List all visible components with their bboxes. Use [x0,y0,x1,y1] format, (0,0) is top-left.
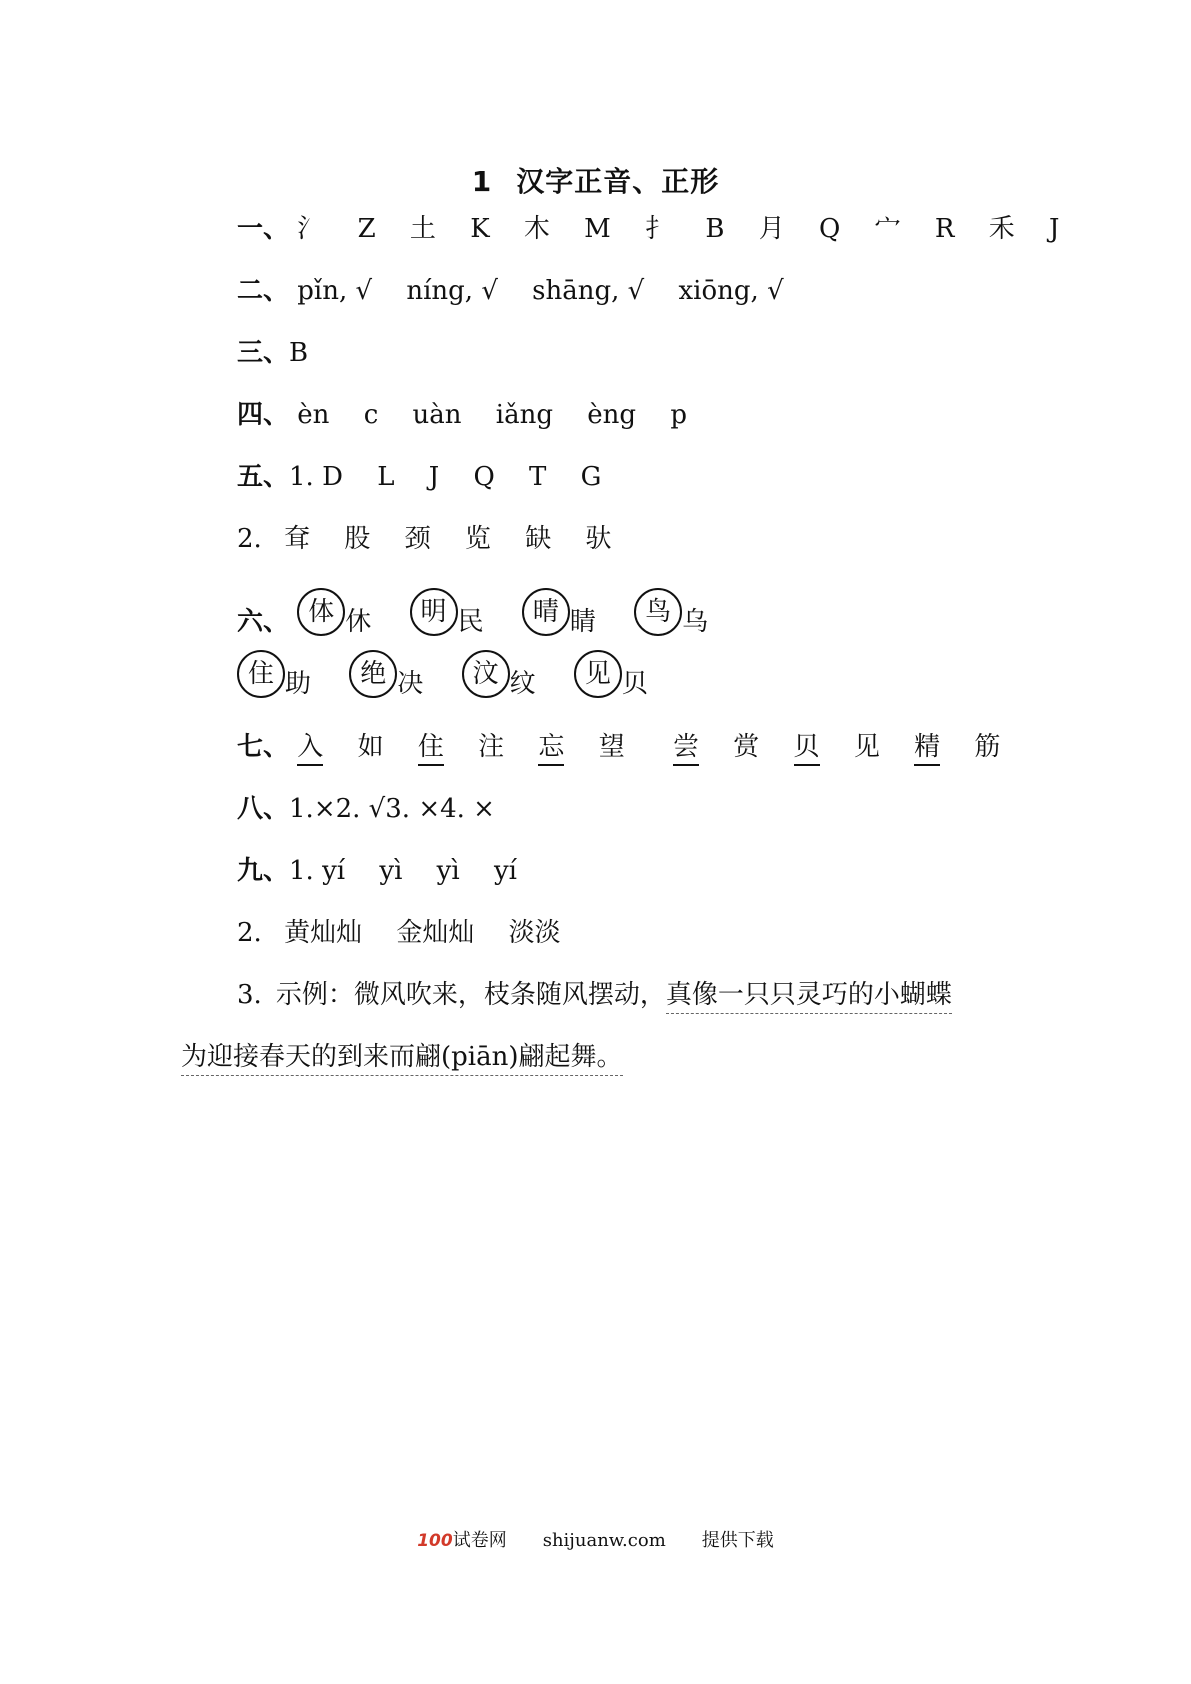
q3-label: 三、 [237,338,290,368]
answer-q4 [237,394,687,431]
q5-p2-item: 缺 [525,524,552,554]
answer-q9-part3-line1 [237,974,952,1011]
q1-item: B [705,214,725,244]
q9-p2-item: 黄灿灿 [284,918,363,948]
q4-item: èn [297,400,330,430]
q4-item: iǎng [495,400,553,430]
q1-item: 月 [758,214,785,244]
page-title [0,160,1191,200]
q5-p1-item: J [428,462,440,492]
q7-item: 赏 [733,732,760,762]
q6-pair [349,650,423,700]
q9-p1-item: yí [322,856,346,886]
q9-label: 九、 [237,856,290,886]
q1-item: 木 [523,214,550,244]
q9-p3-prefix: 3. [237,980,262,1010]
q9-p1-item: yí [493,856,517,886]
q6-pair [297,588,371,638]
answer-q3 [237,332,308,369]
q7-item: 见 [853,732,880,762]
q7-item-underlined: 住 [418,732,444,766]
circled-char: 绝 [349,650,397,698]
plain-char: 贝 [621,669,648,699]
q8-label: 八、 [237,794,290,824]
q6-pair [237,650,311,700]
q1-item: 禾 [988,214,1015,244]
answer-q7 [237,726,1000,763]
plain-char: 决 [397,669,424,699]
answer-q9-part2 [237,912,561,949]
q9-p1-item: yì [379,856,403,886]
q4-item: uàn [412,400,462,430]
q1-item: 扌 [645,214,672,244]
answer-q8 [237,788,495,825]
answer-q6-row2 [237,650,678,700]
answer-q1 [237,208,1059,245]
q6-pair [462,650,536,700]
page-footer [0,1526,1191,1552]
q4-item: p [670,400,687,430]
q5-label: 五、 [237,462,290,492]
q6-pair [634,588,708,638]
plain-char: 助 [285,669,312,699]
q7-item: 注 [478,732,505,762]
q4-item: c [363,400,379,430]
q5-p1-prefix: 1. [289,462,314,492]
q5-p2-item: 览 [464,524,491,554]
q9-p3-wavy-text: 真像一只只灵巧的小蝴蝶 [666,980,952,1014]
q4-label: 四、 [237,400,290,430]
answer-q5-part2 [237,518,612,555]
plain-char: 乌 [682,607,709,637]
q1-item: R [934,214,955,244]
q7-item-underlined: 精 [914,732,940,766]
plain-char: 民 [457,607,484,637]
q7-item-underlined: 忘 [538,732,564,766]
q5-p2-item: 驮 [585,524,612,554]
title-text: 汉字正音、正形 [516,165,720,198]
q1-item: 土 [409,214,436,244]
q7-item: 如 [357,732,384,762]
plain-char: 睛 [569,607,596,637]
q2-item: shāng, √ [532,276,645,306]
q6-pair [522,588,596,638]
q3-answer: B [289,338,309,368]
q5-p1-item: T [529,462,547,492]
circled-char: 住 [237,650,285,698]
q1-item: Z [357,214,376,244]
q2-label: 二、 [237,276,290,306]
q9-p3-wavy-text: 为迎接春天的到来而翩(piān)翩起舞。 [181,1042,623,1076]
site-name: 试卷网 [452,1530,507,1551]
q1-item: Q [819,214,841,244]
q9-p1-prefix: 1. [289,856,314,886]
title-number: 1 [471,165,493,198]
q9-p2-item: 金灿灿 [396,918,475,948]
answer-q9-part1 [237,850,517,887]
site-domain: shijuanw.com [542,1530,666,1551]
q1-item: 宀 [874,214,901,244]
plain-char: 纹 [509,669,536,699]
footer-note: 提供下载 [701,1530,774,1551]
q5-p2-item: 耷 [284,524,311,554]
circled-char: 鸟 [634,588,682,636]
q9-p2-item: 淡淡 [508,918,561,948]
q5-p1-item: Q [473,462,495,492]
q4-item: èng [587,400,637,430]
plain-char: 休 [345,607,372,637]
q7-item-underlined: 入 [297,732,323,766]
site-logo: 100 [417,1531,453,1551]
circled-char: 晴 [522,588,570,636]
q5-p2-item: 颈 [404,524,431,554]
answer-q2 [237,270,784,307]
q1-item: M [584,214,611,244]
q7-item-underlined: 尝 [673,732,699,766]
q8-text: 1.×2. √3. ×4. × [289,794,495,824]
q2-item: xiōng, √ [678,276,784,306]
answer-q9-part3-line2 [181,1036,623,1073]
q7-item: 望 [598,732,625,762]
q7-item: 筋 [974,732,1001,762]
q6-label: 六、 [237,607,290,637]
q7-item-underlined: 贝 [794,732,820,766]
q5-p1-item: G [580,462,602,492]
q1-item: 氵 [297,214,324,244]
answer-q6-row1 [237,588,738,638]
q6-pair [574,650,648,700]
q1-item: J [1049,214,1060,244]
q1-label: 一、 [237,214,290,244]
q5-p2-item: 股 [344,524,371,554]
q5-p1-item: D [322,462,343,492]
circled-char: 汶 [462,650,510,698]
q6-pair [410,588,484,638]
q9-p1-item: yì [436,856,460,886]
q2-item: pǐn, √ [297,276,373,306]
q5-p2-prefix: 2. [237,524,262,554]
circled-char: 体 [297,588,345,636]
answer-q5-part1 [237,456,601,493]
q5-p1-item: L [377,462,395,492]
q1-item: K [470,214,490,244]
circled-char: 明 [410,588,458,636]
q9-p2-prefix: 2. [237,918,262,948]
circled-char: 见 [574,650,622,698]
q2-item: níng, √ [406,276,498,306]
q7-label: 七、 [237,732,290,762]
q9-p3-plain: 示例：微风吹来，枝条随风摆动， [275,980,666,1010]
